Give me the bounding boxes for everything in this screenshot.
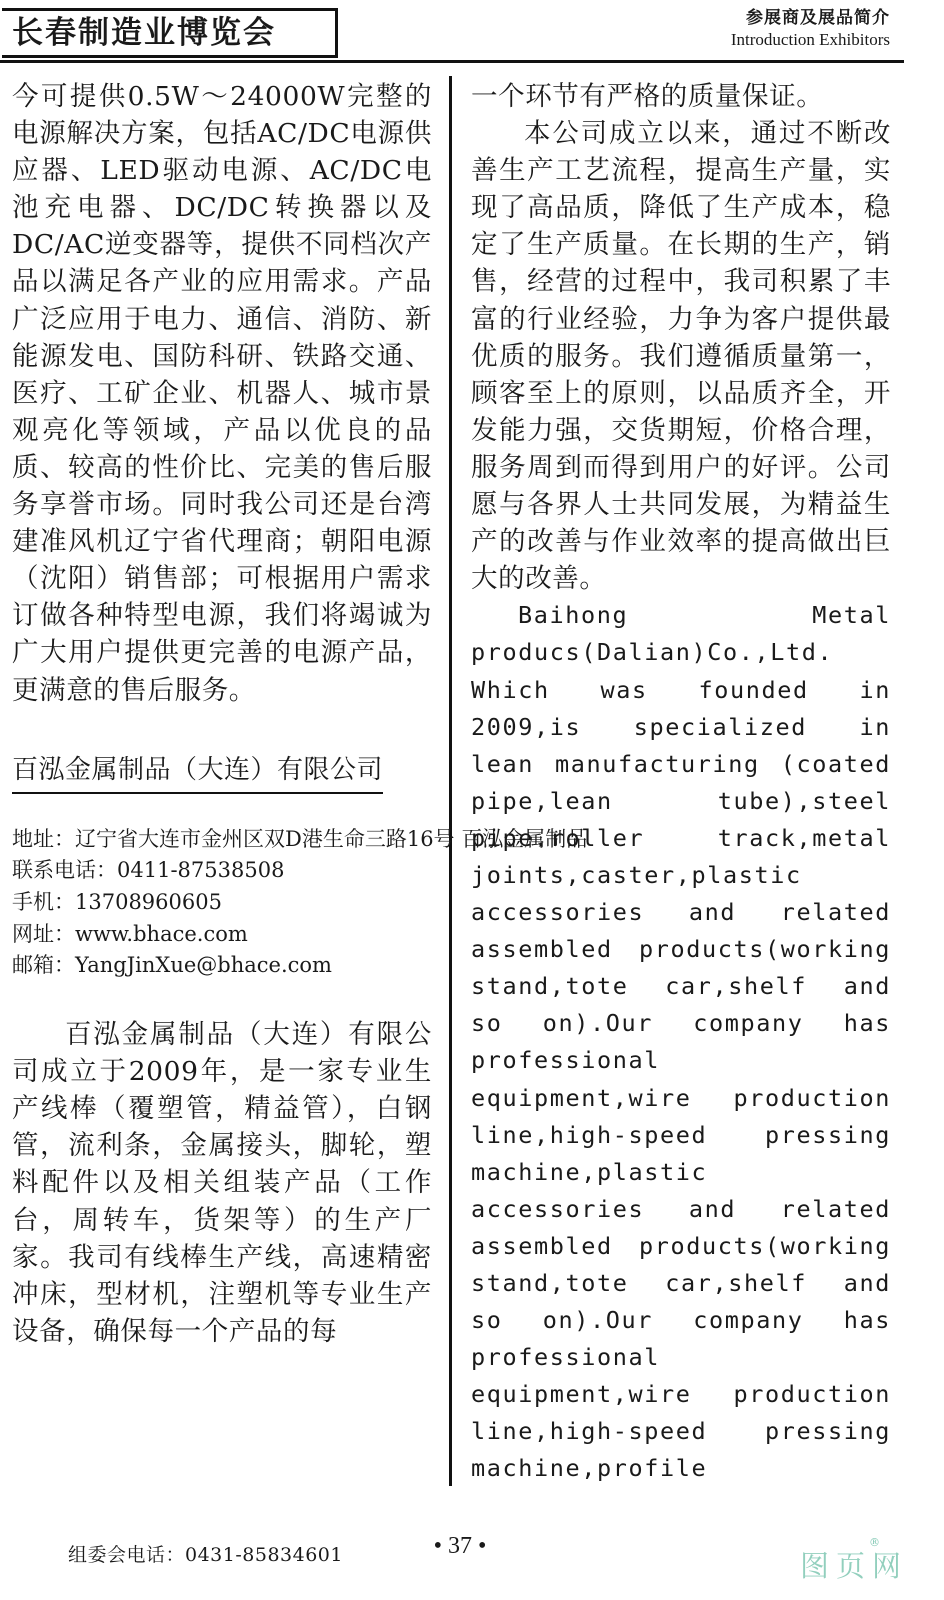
contact-block — [12, 824, 588, 983]
email-link[interactable]: YangJinXue@bhace.com — [75, 953, 332, 978]
company-description-cn-2: 本公司成立以来，通过不断改善生产工艺流程，提高生产量，实现了高品质，降低了生产成本，稳定了生产质量。在长期的生产，销售，经营的过程中，我司积累了丰富的行业经验，力争为客户提供最优质的服务。我们遵循质量第一，顾客至上的原则，以品质齐全，开发能力强，交货期短，价格合理，服务周到而得到用户的好评。公司愿与各界人士共同发展，为精益生产的改善与作业效率的提高做出巨大的改善。 — [471, 118, 891, 595]
publication-title: 长春制造业博览会 — [2, 8, 338, 58]
page-number: • 37 • — [433, 1533, 487, 1559]
address-label: 地址： — [12, 826, 75, 851]
header-divider — [0, 60, 904, 63]
email-row — [12, 950, 432, 982]
mobile-value: 13708960605 — [75, 890, 222, 914]
column-divider — [449, 76, 452, 1486]
previous-company-text: 今可提供0.5W～24000W完整的电源解决方案，包括AC/DC电源供应器、LED驱动电源、AC/DC电池充电器、DC/DC转换器以及DC/AC逆变器等，提供不同档次产品以满足各产业的应用需求。产品广泛应用于电力、通信、消防、新能源发电、国防科研、铁路交通、医疗、工矿企业、机器人、城市景观亮化等领域，产品以优良的品质、较高的性价比、完美的售后服务享誉市场。同时我公司还是台湾建准风机辽宁省代理商；朝阳电源（沈阳）销售部；可根据用户需求订做各种特型电源，我们将竭诚为广大用户提供更完善的电源产品，更满意的售后服务。 — [12, 81, 432, 706]
watermark-registered-mark: ® — [869, 1536, 880, 1549]
section-label-cn: 参展商及展品简介 — [746, 8, 890, 28]
right-column — [471, 78, 891, 1488]
description-continued: 一个环节有严格的质量保证。 — [471, 81, 824, 112]
tel-label: 联系电话： — [12, 858, 117, 883]
address-row — [12, 824, 588, 856]
address-value: 辽宁省大连市金州区双D港生命三路16号 百泓金属制品 — [75, 826, 588, 851]
website-row — [12, 919, 432, 951]
mobile-label: 手机： — [12, 890, 75, 914]
tel-row — [12, 855, 432, 887]
tel-value: 0411-87538508 — [117, 858, 285, 883]
section-label — [731, 8, 890, 50]
website-label: 网址： — [12, 921, 75, 946]
left-column — [12, 78, 588, 1350]
company-description-en: Baihong Metal producs(Dalian)Co.,Ltd. Which was founded in 2009,is specialized in lean manufacturing (coated pipe,lean tube),steel pipe.roller track,metal joints,caster,plastic accessories and related assembled products(working stand,tote car,shelf and so on).Our company has professional equipment,wire production line,high-speed pressing machine,plastic accessories and related assembled products(working stand,tote car,shelf and so on).Our company has professional equipment,wire production line,high-speed pressing machine,profile — [471, 601, 891, 1483]
section-label-en: Introduction Exhibitors — [730, 30, 890, 49]
watermark-logo: 图页网 — [799, 1549, 908, 1583]
mobile-row — [12, 887, 432, 919]
email-label: 邮箱： — [12, 953, 75, 978]
organizer-phone: 组委会电话：0431-85834601 — [68, 1544, 343, 1566]
website-link[interactable]: www.bhace.com — [75, 921, 248, 946]
page-header — [0, 0, 944, 66]
company-description-cn: 百泓金属制品（大连）有限公司成立于2009年，是一家专业生产线棒（覆塑管，精益管），白钢管，流利条，金属接头，脚轮，塑料配件以及相关组装产品（工作台，周转车，货架等）的生产厂家。我司有线棒生产线，高速精密冲床，型材机，注塑机等专业生产设备，确保每一个产品的每 — [12, 1019, 432, 1347]
company-name-heading: 百泓金属制品（大连）有限公司 — [12, 749, 383, 794]
